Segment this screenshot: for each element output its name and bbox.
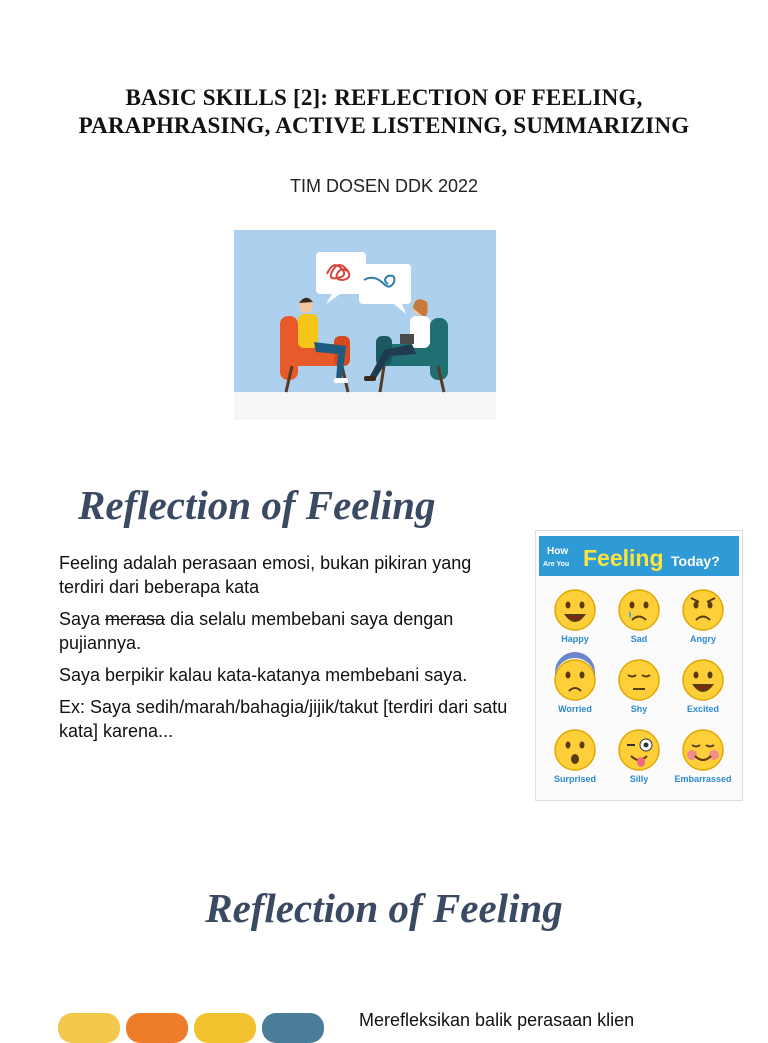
slide1-title-line2: PARAPHRASING, ACTIVE LISTENING, SUMMARIZING xyxy=(78,113,690,138)
slide3-description: Merefleksikan balik perasaan klien xyxy=(359,1010,635,1030)
emoji-face xyxy=(683,730,723,770)
emoji-label: Excited xyxy=(686,704,720,714)
emoji-label: Silly xyxy=(629,774,649,784)
emoji-label: Worried xyxy=(558,704,592,714)
slide2-body xyxy=(59,551,509,751)
emoji-face xyxy=(619,660,659,700)
counseling-illustration xyxy=(234,230,496,420)
color-chip-4 xyxy=(262,1013,324,1043)
example-wrong-post: dia selalu membebani saya dengan pujiannya. xyxy=(59,609,454,653)
paragraph-example-wrong xyxy=(59,607,509,655)
poster-heading-feeling: Feeling xyxy=(583,545,664,571)
emoji-face xyxy=(683,660,723,700)
color-chip-row xyxy=(58,1013,328,1043)
emoji-surprised xyxy=(554,730,596,784)
paragraph-example-thought: Saya berpikir kalau kata-katanya membebani saya. xyxy=(59,665,468,685)
emoji-label: Shy xyxy=(630,704,648,714)
feelings-poster xyxy=(535,530,743,801)
color-chip-1 xyxy=(58,1013,120,1043)
emoji-face xyxy=(555,660,595,700)
emoji-label: Surprised xyxy=(553,774,597,784)
example-wrong-pre: Saya xyxy=(59,609,106,629)
emoji-worried xyxy=(555,652,595,714)
emoji-label: Angry xyxy=(689,634,717,644)
color-chip-3 xyxy=(194,1013,256,1043)
paragraph-example-feeling: Ex: Saya sedih/marah/bahagia/jijik/takut [terdiri dari satu kata] karena... xyxy=(59,697,508,741)
color-chip-2 xyxy=(126,1013,188,1043)
emoji-face xyxy=(683,590,723,630)
author-line: TIM DOSEN DDK 2022 xyxy=(289,176,479,196)
emoji-label: Embarrassed xyxy=(674,774,732,784)
emoji-label: Sad xyxy=(630,634,648,644)
slide1-title xyxy=(0,84,768,140)
slide3-title: Reflection of Feeling xyxy=(205,885,563,931)
emoji-face xyxy=(619,590,659,630)
slide1-title-line1: BASIC SKILLS [2]: REFLECTION OF FEELING, xyxy=(125,85,643,110)
emoji-face xyxy=(555,590,595,630)
emoji-label: Happy xyxy=(561,634,589,644)
poster-heading-are-you: Are You xyxy=(543,561,570,568)
poster-heading-how: How xyxy=(547,546,569,557)
paragraph-feeling-definition: Feeling adalah perasaan emosi, bukan pikiran yang terdiri dari beberapa kata xyxy=(59,553,472,597)
struck-word: merasa xyxy=(105,609,166,629)
emoji-excited xyxy=(683,660,723,714)
slide2-title: Reflection of Feeling xyxy=(78,482,436,528)
poster-heading-today: Today? xyxy=(671,553,720,569)
emoji-grid xyxy=(554,590,732,784)
